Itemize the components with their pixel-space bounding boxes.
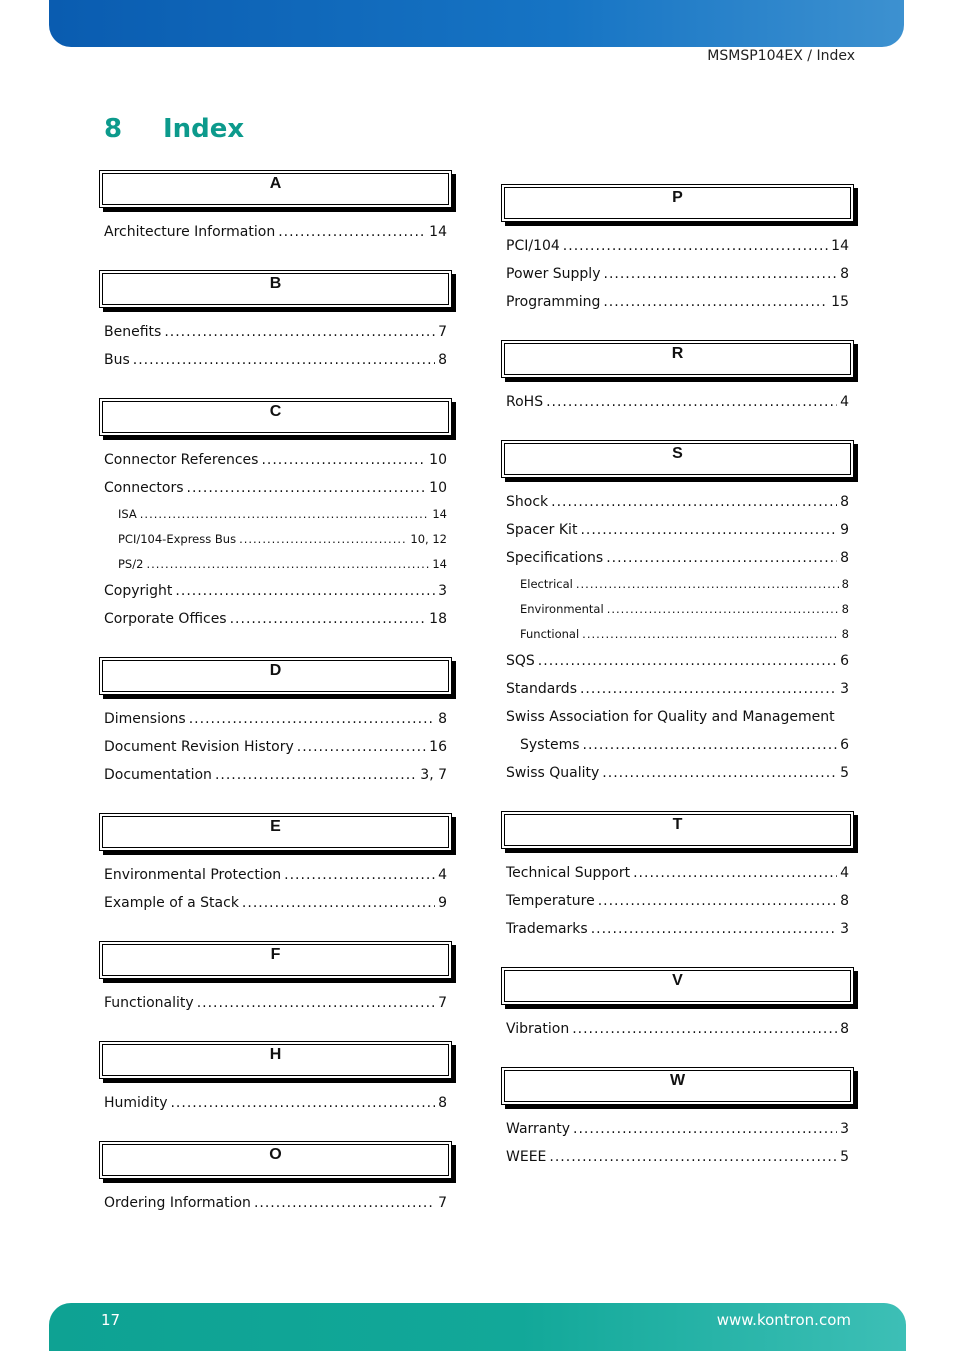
index-section-s (500, 440, 856, 787)
index-subentry (98, 502, 447, 527)
dot-leader (284, 861, 435, 889)
index-subentry (500, 572, 849, 597)
index-entry (98, 605, 447, 633)
dot-leader (146, 552, 429, 577)
entry-page-number: 5 (840, 1149, 849, 1165)
entry-label: Ordering Information (104, 1195, 251, 1211)
entry-label: Vibration (506, 1021, 570, 1037)
entry-label: Warranty (506, 1121, 571, 1137)
index-entry (500, 675, 849, 703)
entry-label: Example of a Stack (104, 895, 239, 911)
index-section-r (500, 340, 856, 416)
entry-page-number: 8 (840, 550, 849, 566)
dot-leader (278, 218, 426, 246)
footer-bar (49, 1303, 906, 1351)
index-entry (500, 1115, 849, 1143)
section-letter: W (669, 1072, 686, 1089)
index-entry (98, 577, 447, 605)
dot-leader (230, 605, 427, 633)
index-entries (98, 208, 454, 246)
dot-leader (606, 544, 837, 572)
index-entry (98, 861, 447, 889)
index-section-v (500, 967, 856, 1043)
dot-leader (583, 731, 838, 759)
dot-leader (580, 516, 837, 544)
entry-label: Swiss Quality (506, 765, 600, 781)
dot-leader (563, 232, 828, 260)
index-entries (98, 979, 454, 1017)
entry-label: Connectors (104, 480, 184, 496)
entry-page-number: 4 (840, 865, 849, 881)
entry-label: Power Supply (506, 266, 601, 282)
entry-page-number: 8 (841, 627, 849, 641)
entry-page-number: 10 (429, 452, 447, 468)
index-entry (98, 889, 447, 917)
section-letter-box (501, 184, 854, 222)
index-entry (98, 989, 447, 1017)
index-entry (500, 887, 849, 915)
index-subentry (98, 552, 447, 577)
entry-label: Specifications (506, 550, 604, 566)
entry-page-number: 3 (438, 583, 447, 599)
entry-label: Standards (506, 681, 577, 697)
index-entries (500, 849, 856, 943)
entry-label: Electrical (520, 577, 573, 591)
section-letter: T (672, 816, 683, 833)
website-url: www.kontron.com (716, 1311, 851, 1329)
entry-page-number: 8 (840, 266, 849, 282)
entry-label: RoHS (506, 394, 544, 410)
index-entry (98, 733, 447, 761)
entry-page-number: 8 (840, 494, 849, 510)
entry-page-number: 14 (429, 224, 447, 240)
index-entry (500, 544, 849, 572)
entry-page-number: 14 (831, 238, 849, 254)
entry-page-number: 3 (840, 681, 849, 697)
dot-leader (598, 887, 837, 915)
index-entry (98, 1189, 447, 1217)
index-entry (98, 1089, 447, 1117)
section-letter: B (269, 275, 282, 292)
index-entries (98, 308, 454, 374)
index-section-e (98, 813, 454, 917)
entry-label: WEEE (506, 1149, 547, 1165)
index-entry (98, 474, 447, 502)
entry-label: PS/2 (118, 557, 144, 571)
index-entry (500, 288, 849, 316)
index-entry (500, 731, 849, 759)
index-entry (500, 388, 849, 416)
index-entries (500, 222, 856, 316)
entry-page-number: 8 (841, 602, 849, 616)
section-letter: C (269, 403, 282, 420)
index-entry (98, 705, 447, 733)
dot-leader (607, 597, 839, 622)
section-letter-box (501, 967, 854, 1005)
entry-page-number: 7 (438, 324, 447, 340)
dot-leader (546, 388, 837, 416)
dot-leader (573, 1115, 837, 1143)
section-letter-box (99, 170, 452, 208)
section-letter-box (99, 657, 452, 695)
entry-label: Temperature (506, 893, 595, 909)
entry-label: Architecture Information (104, 224, 276, 240)
dot-leader (602, 759, 837, 787)
index-entry (500, 647, 849, 675)
index-section-f (98, 941, 454, 1017)
entry-page-number: 9 (840, 522, 849, 538)
index-entry (500, 516, 849, 544)
index-entries (500, 378, 856, 416)
index-entry (500, 1015, 849, 1043)
entry-label: PCI/104 (506, 238, 560, 254)
entry-label: Benefits (104, 324, 162, 340)
dot-leader (242, 889, 435, 917)
entry-label: Functionality (104, 995, 194, 1011)
entry-label: Environmental Protection (104, 867, 282, 883)
index-subentry (98, 527, 447, 552)
entry-label: Humidity (104, 1095, 168, 1111)
index-entry (98, 446, 447, 474)
section-letter-box (99, 1041, 452, 1079)
dot-leader (261, 446, 426, 474)
entry-label: Technical Support (506, 865, 631, 881)
entry-label: Corporate Offices (104, 611, 227, 627)
header-bar (49, 0, 904, 47)
dot-leader (591, 915, 837, 943)
entry-label: SQS (506, 653, 535, 669)
dot-leader (197, 989, 435, 1017)
section-letter: H (269, 1046, 282, 1063)
document-reference: MSMSP104EX / Index (707, 48, 855, 64)
section-letter-box (501, 440, 854, 478)
entry-page-number: 8 (438, 1095, 447, 1111)
entry-page-number: 8 (438, 352, 447, 368)
dot-leader (576, 572, 839, 597)
entry-label: Environmental (520, 602, 604, 616)
dot-leader (604, 260, 838, 288)
index-entries (98, 436, 454, 633)
index-entry (500, 859, 849, 887)
section-letter-box (99, 941, 452, 979)
dot-leader (140, 502, 430, 527)
dot-leader (189, 705, 435, 733)
index-section-d (98, 657, 454, 789)
entry-label: Document Revision History (104, 739, 294, 755)
index-entry (98, 346, 447, 374)
dot-leader (549, 1143, 837, 1171)
entry-page-number: 8 (841, 577, 849, 591)
index-entry (500, 232, 849, 260)
entry-page-number: 3 (840, 1121, 849, 1137)
index-subentry (500, 597, 849, 622)
section-letter: V (672, 972, 683, 989)
section-letter: R (671, 345, 684, 362)
section-letter-box (501, 811, 854, 849)
entry-page-number: 4 (840, 394, 849, 410)
index-entry (98, 218, 447, 246)
index-entry (98, 318, 447, 346)
index-entries (98, 1179, 454, 1217)
chapter-title: Index (163, 114, 245, 144)
dot-leader (215, 761, 417, 789)
entry-page-number: 15 (831, 294, 849, 310)
index-entries (98, 1079, 454, 1117)
entry-label: Documentation (104, 767, 212, 783)
entry-page-number: 8 (438, 711, 447, 727)
dot-leader (580, 675, 837, 703)
section-letter: O (269, 1146, 282, 1163)
entry-label: Copyright (104, 583, 173, 599)
dot-leader (603, 288, 828, 316)
dot-leader (164, 318, 435, 346)
index-entry (500, 703, 849, 731)
index-entries (98, 851, 454, 917)
entry-label: Connector References (104, 452, 259, 468)
entry-page-number: 5 (840, 765, 849, 781)
entry-page-number: 7 (438, 1195, 447, 1211)
entry-label: Functional (520, 627, 580, 641)
dot-leader (572, 1015, 837, 1043)
entry-page-number: 8 (840, 893, 849, 909)
index-section-p (500, 184, 856, 316)
section-letter-box (99, 1141, 452, 1179)
index-entry (500, 1143, 849, 1171)
dot-leader (175, 577, 435, 605)
index-section-w (500, 1067, 856, 1171)
entry-page-number: 10, 12 (410, 532, 447, 546)
section-letter-box (99, 398, 452, 436)
section-letter-box (501, 340, 854, 378)
index-section-a (98, 170, 454, 246)
index-section-h (98, 1041, 454, 1117)
entry-page-number: 16 (429, 739, 447, 755)
dot-leader (538, 647, 837, 675)
index-entries (500, 478, 856, 787)
section-letter: S (672, 445, 683, 462)
entry-label: Programming (506, 294, 601, 310)
index-column-left (98, 170, 454, 1217)
index-entries (98, 695, 454, 789)
index-entries (500, 1105, 856, 1171)
index-section-c (98, 398, 454, 633)
entry-label: Shock (506, 494, 549, 510)
entry-page-number: 18 (429, 611, 447, 627)
entry-page-number: 4 (438, 867, 447, 883)
entry-page-number: 3, 7 (420, 767, 447, 783)
dot-leader (551, 488, 837, 516)
entry-page-number: 9 (438, 895, 447, 911)
index-section-o (98, 1141, 454, 1217)
entry-label: Swiss Association for Quality and Management (506, 709, 835, 725)
entry-page-number: 3 (840, 921, 849, 937)
index-column-right (500, 184, 856, 1171)
dot-leader (297, 733, 426, 761)
index-entry (500, 759, 849, 787)
section-letter: P (672, 189, 683, 206)
dot-leader (633, 859, 837, 887)
dot-leader (187, 474, 427, 502)
entry-page-number: 14 (432, 507, 447, 521)
section-letter-box (99, 813, 452, 851)
dot-leader (239, 527, 407, 552)
section-letter-box (501, 1067, 854, 1105)
entry-label: ISA (118, 507, 137, 521)
section-letter: A (269, 175, 282, 192)
entry-page-number: 7 (438, 995, 447, 1011)
index-entry (500, 260, 849, 288)
entry-page-number: 14 (432, 557, 447, 571)
entry-page-number: 6 (840, 737, 849, 753)
index-section-t (500, 811, 856, 943)
dot-leader (170, 1089, 435, 1117)
entry-label: Dimensions (104, 711, 186, 727)
index-entry (98, 761, 447, 789)
entry-label: Systems (520, 737, 580, 753)
index-section-b (98, 270, 454, 374)
dot-leader (133, 346, 435, 374)
entry-page-number: 8 (840, 1021, 849, 1037)
chapter-heading (104, 114, 244, 144)
dot-leader (254, 1189, 435, 1217)
index-entries (500, 1005, 856, 1043)
entry-label: Bus (104, 352, 130, 368)
index-entry (500, 488, 849, 516)
entry-label: Spacer Kit (506, 522, 578, 538)
index-entry (500, 915, 849, 943)
entry-page-number: 6 (840, 653, 849, 669)
dot-leader (582, 622, 839, 647)
chapter-number: 8 (104, 114, 123, 144)
section-letter: E (270, 818, 281, 835)
index-subentry (500, 622, 849, 647)
entry-label: Trademarks (506, 921, 588, 937)
section-letter: D (269, 662, 282, 679)
entry-page-number: 10 (429, 480, 447, 496)
page-number: 17 (101, 1311, 121, 1329)
entry-label: PCI/104-Express Bus (118, 532, 237, 546)
section-letter: F (270, 946, 281, 963)
section-letter-box (99, 270, 452, 308)
